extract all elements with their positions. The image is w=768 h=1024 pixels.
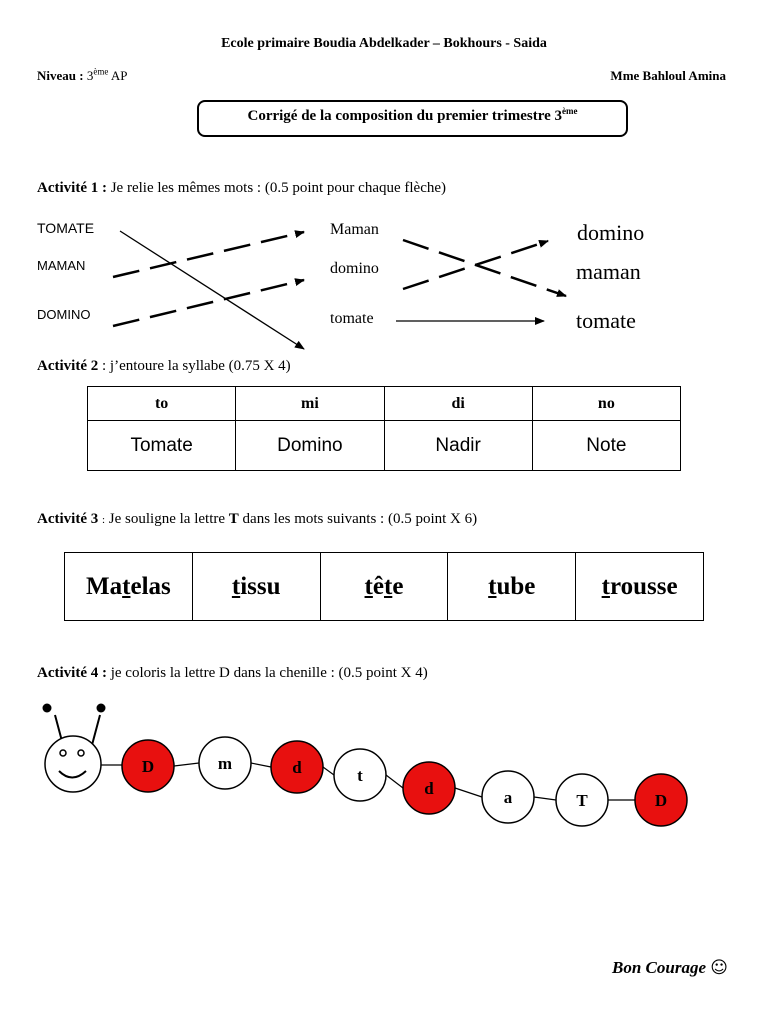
level-superscript: ème xyxy=(93,66,109,77)
level-suffix: AP xyxy=(110,68,128,83)
word-part: ê xyxy=(372,572,384,600)
segment-letter: T xyxy=(576,791,588,810)
closing-text: Bon Courage xyxy=(612,958,707,977)
underlined-letter: t xyxy=(383,572,393,600)
segment-connector xyxy=(534,797,556,800)
segment-connector xyxy=(323,767,334,775)
a1-col3-word: domino xyxy=(577,220,645,245)
activity4-instruction: je coloris la lettre D dans la chenille : (0.5 point X 4) xyxy=(110,665,428,681)
segment-letter: d xyxy=(292,758,302,777)
word-part: rousse xyxy=(609,572,678,600)
activity3-letter: T xyxy=(228,511,239,527)
activity3-instruction-a: Je souligne la lettre xyxy=(108,511,226,527)
segment-letter: D xyxy=(141,757,155,776)
a1-col1-word: DOMINO xyxy=(37,307,91,322)
word-part: e xyxy=(392,572,404,600)
school-name: Ecole primaire Boudia Abdelkader – Bokhours - Saida xyxy=(221,36,547,51)
level-label: Niveau : xyxy=(37,68,84,83)
segment-connector xyxy=(174,763,199,766)
segment-connector xyxy=(455,788,482,797)
syllable-cell: mi xyxy=(236,387,384,421)
word-part: ube xyxy=(496,572,536,600)
activity1-label: Activité 1 : xyxy=(37,180,107,196)
closing-message xyxy=(612,958,728,978)
activity4-label: Activité 4 : xyxy=(37,665,107,681)
underlined-letter: t xyxy=(601,572,610,600)
underlined-letter: t xyxy=(488,572,497,600)
syllable-cell: no xyxy=(532,387,680,421)
title-main: Corrigé de la composition du premier trimestre 3 xyxy=(247,108,563,124)
word-part: elas xyxy=(130,572,171,600)
segment-letter: d xyxy=(424,779,434,798)
a1-col3-word: tomate xyxy=(576,308,636,333)
activity2-label: Activité 2 xyxy=(37,358,99,374)
a1-col2-word: Maman xyxy=(330,221,379,238)
level-number: 3 xyxy=(86,68,94,83)
word-part: issu xyxy=(240,572,281,600)
underlined-letter: t xyxy=(231,572,241,600)
underlined-letter: t xyxy=(364,572,373,600)
a1-col3-word: maman xyxy=(576,259,641,284)
word-cell: Note xyxy=(532,421,680,471)
a1-col2-word: tomate xyxy=(330,310,374,327)
a1-col1-word: TOMATE xyxy=(37,220,95,236)
syllable-cell: di xyxy=(384,387,532,421)
caterpillar-head xyxy=(43,704,106,793)
underlined-letter: t xyxy=(122,572,131,600)
activity3-separator: : xyxy=(101,514,106,526)
segment-letter: m xyxy=(217,754,233,773)
activity3-label: Activité 3 xyxy=(37,511,99,527)
word-cell: Domino xyxy=(236,421,384,471)
word-cell: Nadir xyxy=(384,421,532,471)
title-superscript: ème xyxy=(562,106,578,116)
segment-connector xyxy=(386,775,403,788)
segment-letter: D xyxy=(654,791,668,810)
smiley-icon: ☺ xyxy=(710,958,728,978)
syllable-cell: to xyxy=(88,387,236,421)
segment-letter: t xyxy=(357,766,363,785)
word-part: Ma xyxy=(86,572,123,600)
activity2-instruction: : j’entoure la syllabe (0.75 X 4) xyxy=(101,358,291,374)
activity1-instruction: Je relie les mêmes mots : (0.5 point pour chaque flèche) xyxy=(110,180,447,196)
a1-col1-word: MAMAN xyxy=(37,258,86,273)
segment-letter: a xyxy=(503,788,513,807)
a1-col2-word: domino xyxy=(330,260,379,277)
activity3-instruction-b: dans les mots suivants : (0.5 point X 6) xyxy=(242,511,478,527)
teacher-name: Mme Bahloul Amina xyxy=(610,68,726,83)
segment-connector xyxy=(251,763,271,767)
word-cell: Tomate xyxy=(88,421,236,471)
